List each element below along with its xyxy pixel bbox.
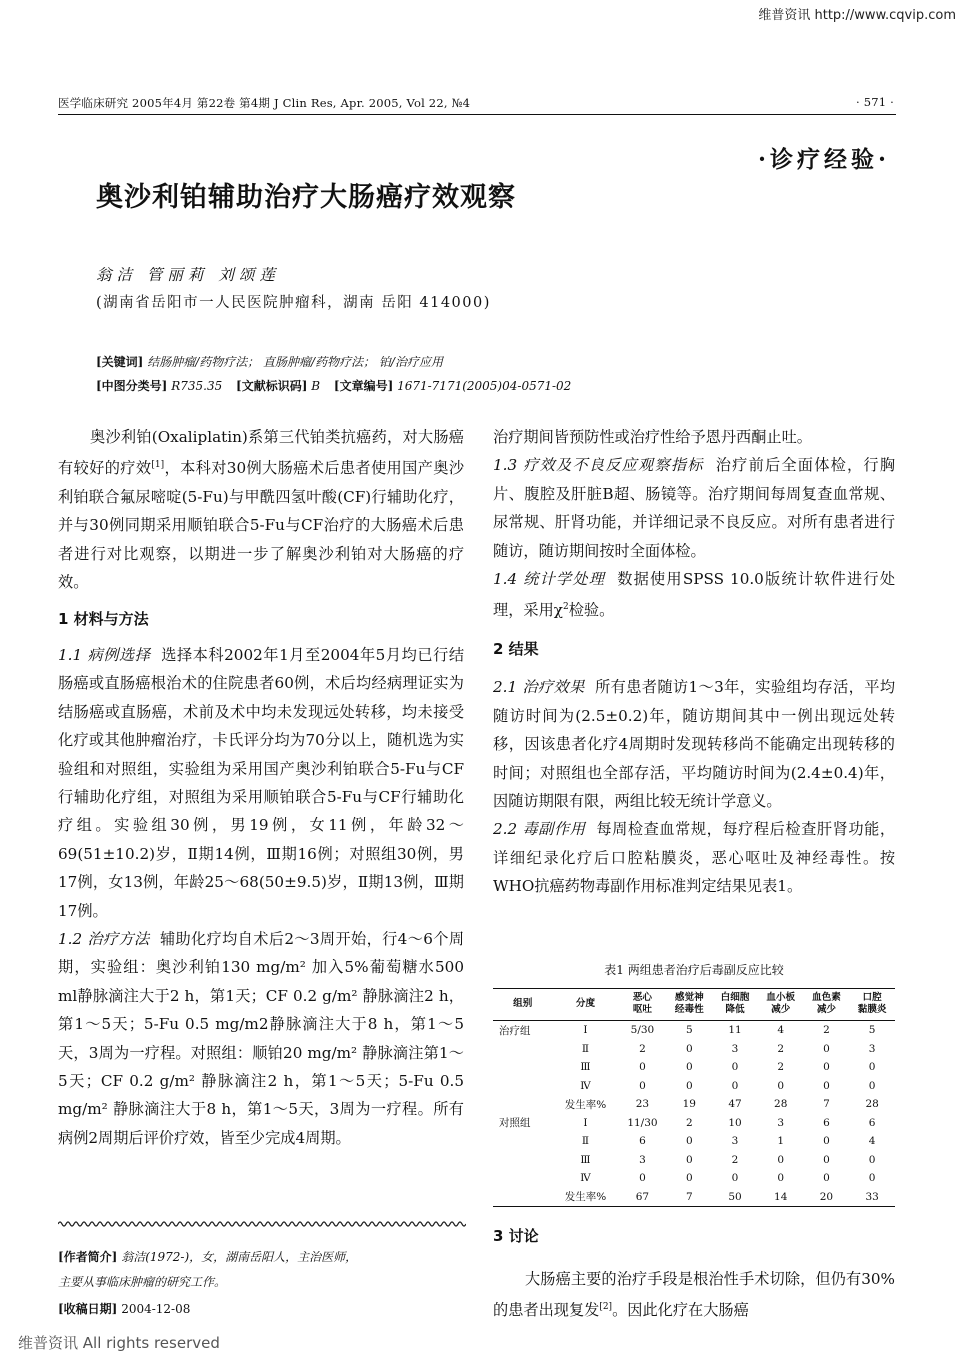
running-head-journal: 医学临床研究 2005年4月 第22卷 第4期 J Clin Res, Apr. 2005, Vol 22, №4 <box>58 96 471 110</box>
table-header-cell: 组别 <box>493 989 553 1021</box>
table-row <box>493 1077 895 1096</box>
table-cell <box>493 1058 553 1077</box>
table-cell: 0 <box>685 1135 693 1148</box>
table-header-cell: 血小板 减少 <box>758 989 804 1021</box>
table-row <box>493 1132 895 1151</box>
table-cell: 2 <box>639 1042 646 1055</box>
s14-text-a: 数据使用SPSS 10.0版统计软件进行处理，采用χ <box>493 570 896 620</box>
table-cell: 1 <box>777 1135 785 1148</box>
table-cell: 5 <box>685 1024 693 1037</box>
s14-text-b: 检验。 <box>568 601 615 620</box>
table-cell: 6 <box>868 1116 876 1129</box>
table-cell: 0 <box>731 1172 739 1185</box>
section-3-heading: 3 讨论 <box>493 1227 539 1245</box>
section-1-2 <box>58 925 464 1152</box>
s13-heading: 1.3 疗效及不良反应观察指标 <box>493 456 704 475</box>
table-cell: 5 <box>868 1024 876 1037</box>
table-cell: 0 <box>868 1079 876 1092</box>
page-number: · 571 · <box>856 95 894 109</box>
article-title: 奥沙利铂辅助治疗大肠癌疗效观察 <box>96 182 516 213</box>
table-cell: 0 <box>685 1153 693 1166</box>
running-head <box>58 95 894 111</box>
table-header-row <box>493 989 895 1021</box>
table-row <box>493 1021 895 1040</box>
table-cell: 0 <box>639 1061 646 1074</box>
received-value: 2004-12-08 <box>121 1302 191 1316</box>
table-cell: 3 <box>777 1116 785 1129</box>
table-cell: 3 <box>731 1135 739 1148</box>
table-cell: 28 <box>865 1098 879 1111</box>
header-rule <box>58 114 896 115</box>
table-cell: 0 <box>777 1079 785 1092</box>
table-cell: Ⅲ <box>580 1153 591 1166</box>
table-cell: Ⅰ <box>583 1116 588 1129</box>
section-1-4 <box>493 565 895 625</box>
clc-label: [中图分类号] <box>96 379 168 393</box>
table-cell: 0 <box>685 1172 693 1185</box>
table-cell: 0 <box>823 1079 830 1092</box>
table-cell: 0 <box>777 1153 785 1166</box>
doccode-label: [文献标识码] <box>236 379 308 393</box>
table-row <box>493 1040 895 1059</box>
section-1-heading: 1 材料与方法 <box>58 609 149 628</box>
table-cell: 2 <box>823 1024 830 1037</box>
s14-heading: 1.4 统计学处理 <box>493 570 606 589</box>
classification-line <box>96 377 581 394</box>
table-cell: 治疗组 <box>499 1024 531 1037</box>
table-cell: 11/30 <box>627 1116 658 1129</box>
table-cell: Ⅰ <box>583 1024 588 1037</box>
intro-paragraph <box>58 423 464 597</box>
table-cell: 10 <box>728 1116 742 1129</box>
keywords-line <box>96 353 443 370</box>
disc-text-b: 。因此化疗在大肠癌 <box>612 1301 749 1320</box>
intro-text-a: 奥沙利铂(Oxaliplatin)系第三代铂类抗癌药，对大肠癌有较好的疗效 <box>58 428 464 478</box>
section-1-1 <box>58 641 464 925</box>
table-cell: 发生率% <box>564 1098 607 1111</box>
table-cell: 7 <box>823 1098 830 1111</box>
table-row <box>493 1151 895 1170</box>
articleno: 1671-7171(2005)04-0571-02 <box>397 379 572 393</box>
author-note-cont: 主要从事临床肿瘤的研究工作。 <box>58 1275 227 1289</box>
table-cell <box>493 1169 553 1188</box>
table-row <box>493 1114 895 1133</box>
keywords-label: [关键词] <box>96 355 144 369</box>
table-cell: 0 <box>731 1061 739 1074</box>
affiliation: (湖南省岳阳市一人民医院肿瘤科，湖南 岳阳 414000) <box>96 295 491 311</box>
doccode: B <box>311 379 321 393</box>
table-cell: Ⅲ <box>580 1061 591 1074</box>
table-header-cell: 白细胞 降低 <box>712 989 758 1021</box>
table-row <box>493 1169 895 1188</box>
keywords: 结肠肿瘤/药物疗法； 直肠肿瘤/药物疗法； 铂/治疗应用 <box>147 355 443 369</box>
intro-citation: [1] <box>151 460 165 471</box>
discussion-paragraph <box>493 1265 895 1325</box>
footnote-separator <box>58 1218 466 1230</box>
table-cell: 0 <box>823 1153 830 1166</box>
toxicity-table <box>493 988 895 1207</box>
received-label: [收稿日期] <box>58 1302 118 1316</box>
table-cell: Ⅳ <box>580 1079 591 1092</box>
table-cell: Ⅳ <box>580 1172 591 1185</box>
table-cell: Ⅱ <box>581 1135 590 1148</box>
s14-sup: 2 <box>562 602 569 613</box>
table-cell: 7 <box>666 1188 712 1207</box>
s21-text: 所有患者随访1～3年，实验组均存活，平均随访时间为(2.5±0.2)年，随访期间其中一例出现远处转移，因该患者化疗4周期时发现转移尚不能确定出现转移的时间；对照组也全部存活，平均随访时间为(2.4±0.4)年，因随访期限有限，两组比较无统计学意义。 <box>493 678 896 810</box>
right-column <box>493 423 895 901</box>
table-cell: 0 <box>823 1042 830 1055</box>
continued-text: 治疗期间皆预防性或治疗性给予恩丹西酮止吐。 <box>493 428 812 446</box>
s11-heading: 1.1 病例选择 <box>58 645 151 664</box>
table-cell: 19 <box>682 1098 696 1111</box>
table-cell: 3 <box>731 1042 739 1055</box>
articleno-group <box>334 379 571 393</box>
table-cell: 50 <box>712 1188 758 1207</box>
table-cell: 6 <box>823 1116 830 1129</box>
table-cell: 67 <box>618 1188 666 1207</box>
section-1-3 <box>493 451 895 565</box>
table-cell: 对照组 <box>499 1117 531 1130</box>
table-cell: 0 <box>639 1172 646 1185</box>
table-header-cell: 分度 <box>553 989 619 1021</box>
discussion-text <box>493 1265 895 1325</box>
table-row <box>493 1188 895 1207</box>
table-cell: 0 <box>868 1153 876 1166</box>
table-cell: 0 <box>685 1061 693 1074</box>
s11-text: 选择本科2002年1月至2004年5月均已行结肠癌或直肠癌根治术的住院患者60例，术后均经病理证实为结肠癌或直肠癌，术前及术中均未发现远处转移，均未接受化疗或其他肿瘤治疗，卡氏评分均为70分以上，随机选为实验组和对照组，实验组为采用国产奥沙利铂联合5-Fu与CF行辅助化疗组，对照组为采用顺铂联合5-Fu与CF行辅助化疗组。实验组30例，男19例，女11例，年龄32～69(51±10.2)岁，Ⅱ期14例，Ⅲ期16例；对照组30例，男17例，女13例，年龄25～68(50±9.5)岁，Ⅱ期13例，Ⅲ期17例。 <box>58 645 465 920</box>
table-header-cell: 恶心 呕吐 <box>618 989 666 1021</box>
articleno-label: [文章编号] <box>333 379 394 393</box>
table-cell: 2 <box>685 1116 693 1129</box>
table-cell: 14 <box>758 1188 804 1207</box>
table-cell: 2 <box>777 1061 785 1074</box>
table-cell: Ⅱ <box>581 1042 590 1055</box>
table-cell: 0 <box>685 1042 693 1055</box>
section-tag: ·诊疗经验· <box>757 146 890 173</box>
authors: 翁洁 管丽莉 刘颂莲 <box>96 266 280 284</box>
table-cell <box>493 1095 553 1114</box>
table-cell: 0 <box>868 1172 876 1185</box>
table-cell: 0 <box>731 1079 739 1092</box>
table-cell <box>493 1040 553 1059</box>
table-cell <box>493 1077 553 1096</box>
table-cell: 6 <box>639 1135 646 1148</box>
table-row <box>493 1095 895 1114</box>
intro-text-b: ，本科对30例大肠癌术后患者使用国产奥沙利铂联合氟尿嘧啶(5-Fu)与甲酰四氢叶酸(CF)行辅助化疗，并与30例同期采用顺铂联合5-Fu与CF治疗的大肠癌术后患者进行对比观察，以期进一步了解奥沙利铂对大肠癌的疗效。 <box>58 459 465 592</box>
author-note-text: 翁洁(1972-)，女，湖南岳阳人，主治医师， <box>121 1250 358 1264</box>
author-note <box>58 1248 468 1265</box>
table-cell: 28 <box>774 1098 788 1111</box>
author-note-label: [作者简介] <box>58 1250 118 1264</box>
table-cell <box>493 1151 553 1170</box>
table-cell: 4 <box>777 1024 785 1037</box>
table-header-cell: 血色素 减少 <box>804 989 850 1021</box>
table-cell: 0 <box>823 1061 830 1074</box>
table-cell: 5/30 <box>630 1024 655 1037</box>
table-cell: 0 <box>639 1079 646 1092</box>
table-cell: 0 <box>823 1172 830 1185</box>
disc-text-a: 大肠癌主要的治疗手段是根治性手术切除，但仍有30%的患者出现复发 <box>493 1270 895 1320</box>
table-cell: 3 <box>868 1042 876 1055</box>
table-cell: 0 <box>685 1079 693 1092</box>
clc-group <box>96 379 222 393</box>
left-column <box>58 423 464 1152</box>
table-cell: 20 <box>804 1188 850 1207</box>
table-cell: 23 <box>635 1098 650 1111</box>
bottom-watermark: 维普资讯 All rights reserved <box>18 1334 220 1352</box>
table-cell: 0 <box>823 1135 830 1148</box>
table-cell: 发生率% <box>553 1188 619 1207</box>
table-cell: 47 <box>728 1098 742 1111</box>
table-cell: 2 <box>777 1042 785 1055</box>
table-cell: 3 <box>639 1153 646 1166</box>
s21-heading: 2.1 治疗效果 <box>493 678 585 697</box>
watermark-url: 维普资讯 http://www.cqvip.com <box>758 8 956 23</box>
section-2-1 <box>493 673 895 815</box>
s22-heading: 2.2 毒副作用 <box>493 820 586 839</box>
received-date <box>58 1300 468 1317</box>
table-cell: 0 <box>868 1061 876 1074</box>
doccode-group <box>236 379 320 393</box>
table-cell: 2 <box>731 1153 739 1166</box>
table-caption: 表1 两组患者治疗后毒副反应比较 <box>604 963 784 977</box>
table-header-cell: 感觉神 经毒性 <box>666 989 712 1021</box>
s22-text: 每周检查血常规，每疗程后检查肝肾功能，详细纪录化疗后口腔粘膜炎，恶心呕吐及神经毒性。按WHO抗癌药物毒副作用标准判定结果见表1。 <box>493 820 896 896</box>
s12-text: 辅助化疗均自术后2～3周开始，行4～6个周期，实验组：奥沙利铂130 mg/m² 加入5%葡萄糖水500 ml静脉滴注大于2 h，第1天；CF 0.2 g/m² 静脉滴注2 h，第1～5天；5-Fu 0.5 mg/m2静脉滴注大于8 h，第1～5天，3周为一疗程。对照组：顺铂20 mg/m² 静脉滴注第1～5天；CF 0.2 g/m² 静脉滴注2 h，第1～5天；5-Fu 0.5 mg/m² 静脉滴注大于8 h，第1～5天，3周为一疗程。所有病例2周期后评价疗效，皆至少完成4周期。 <box>58 929 465 1147</box>
s12-heading: 1.2 治疗方法 <box>58 929 150 948</box>
table-header-cell: 口腔 黏膜炎 <box>849 989 895 1021</box>
section-2-2 <box>493 815 895 900</box>
section-2-heading: 2 结果 <box>493 639 539 658</box>
table-cell: 4 <box>868 1135 876 1148</box>
table-cell <box>493 1188 553 1207</box>
table-cell: 0 <box>777 1172 785 1185</box>
disc-citation: [2] <box>599 1302 613 1313</box>
table-cell: 11 <box>728 1024 742 1037</box>
s13-text: 治疗前后全面体检，行胸片、腹腔及肝脏B超、肠镜等。治疗期间每周复查血常规、尿常规、肝肾功能，并详细记录不良反应。对所有患者进行随访，随访期间按时全面体检。 <box>493 456 896 560</box>
table-cell <box>493 1132 553 1151</box>
table-row <box>493 1058 895 1077</box>
clc-code: R735.35 <box>171 379 223 393</box>
table-cell: 33 <box>849 1188 895 1207</box>
